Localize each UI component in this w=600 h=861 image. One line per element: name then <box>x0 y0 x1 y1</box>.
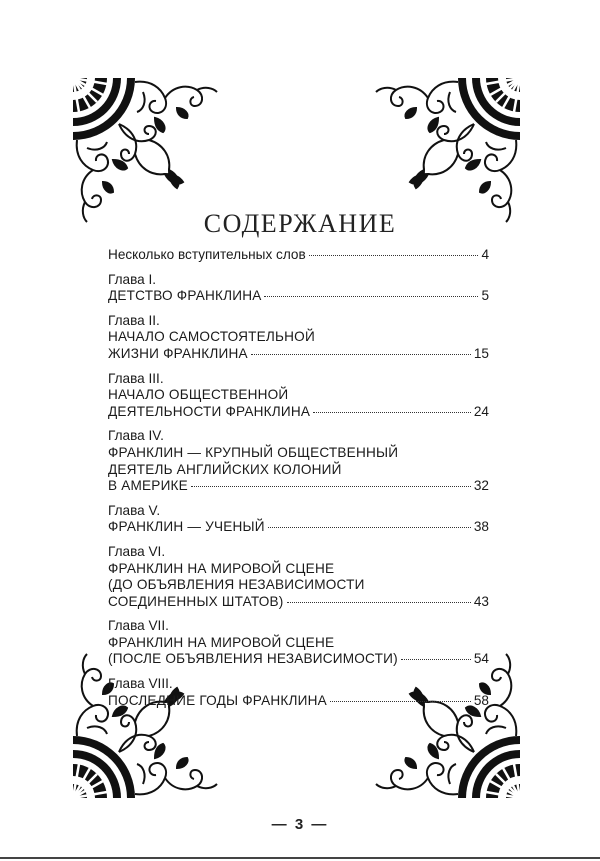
table-of-contents <box>108 247 489 717</box>
leader-dots <box>268 527 471 528</box>
toc-page-number: 5 <box>481 288 489 304</box>
toc-page-number: 38 <box>473 519 489 535</box>
toc-entry[interactable] <box>108 313 489 363</box>
toc-entry[interactable] <box>108 676 489 709</box>
toc-entry-title: Несколько вступительных слов <box>108 247 306 262</box>
toc-entry-title: В АМЕРИКЕ <box>108 478 188 494</box>
toc-entry[interactable] <box>108 618 489 668</box>
toc-entry[interactable] <box>108 371 489 421</box>
toc-entry[interactable] <box>108 544 489 610</box>
toc-entry-title-line: (ДО ОБЪЯВЛЕНИЯ НЕЗАВИСИМОСТИ <box>108 577 365 593</box>
corner-ornament-icon <box>375 78 520 223</box>
chapter-label: Глава VIII. <box>108 676 173 692</box>
toc-entry-title: ДЕТСТВО ФРАНКЛИНА <box>108 288 262 304</box>
bottom-rule <box>0 857 600 859</box>
leader-dots <box>313 412 471 413</box>
toc-entry-title-line: ДЕЯТЕЛЬ АНГЛИЙСКИХ КОЛОНИЙ <box>108 461 342 477</box>
toc-entry-title-line: НАЧАЛО ОБЩЕСТВЕННОЙ <box>108 387 289 403</box>
chapter-label: Глава II. <box>108 312 160 328</box>
toc-entry[interactable] <box>108 503 489 536</box>
toc-page-number: 24 <box>473 403 489 419</box>
chapter-label: Глава V. <box>108 502 161 518</box>
page-number: — 3 — <box>271 816 329 833</box>
leader-dots <box>330 701 471 702</box>
toc-entry-title-line: ФРАНКЛИН — КРУПНЫЙ ОБЩЕСТВЕННЫЙ <box>108 444 399 460</box>
leader-dots <box>401 659 471 660</box>
toc-page-number: 15 <box>473 345 489 361</box>
leader-dots <box>287 602 471 603</box>
toc-entry[interactable] <box>108 272 489 305</box>
toc-entry[interactable] <box>108 247 489 264</box>
toc-entry-title-line: ФРАНКЛИН НА МИРОВОЙ СЦЕНЕ <box>108 560 335 576</box>
corner-ornament-icon <box>73 78 218 223</box>
toc-entry-title-line: ФРАНКЛИН НА МИРОВОЙ СЦЕНЕ <box>108 634 335 650</box>
toc-entry-title: ЖИЗНИ ФРАНКЛИНА <box>108 345 248 361</box>
toc-entry-title: ДЕЯТЕЛЬНОСТИ ФРАНКЛИНА <box>108 403 311 419</box>
chapter-label: Глава III. <box>108 370 164 386</box>
toc-page-number: 58 <box>473 692 489 708</box>
toc-entry-title: ПОСЛЕДНИЕ ГОДЫ ФРАНКЛИНА <box>108 692 327 708</box>
toc-page-number: 4 <box>481 247 489 262</box>
chapter-label: Глава IV. <box>108 428 164 444</box>
toc-entry-title: СОЕДИНЕННЫХ ШТАТОВ) <box>108 593 284 609</box>
chapter-label: Глава I. <box>108 271 157 287</box>
toc-page-number: 54 <box>473 651 489 667</box>
chapter-label: Глава VII. <box>108 618 169 634</box>
leader-dots <box>251 354 471 355</box>
toc-page-number: 32 <box>473 478 489 494</box>
toc-entry-title: (ПОСЛЕ ОБЪЯВЛЕНИЯ НЕЗАВИСИМОСТИ) <box>108 651 398 667</box>
toc-entry-title: ФРАНКЛИН — УЧЕНЫЙ <box>108 519 265 535</box>
leader-dots <box>191 486 471 487</box>
chapter-label: Глава VI. <box>108 543 166 559</box>
toc-entry-title-line: НАЧАЛО САМОСТОЯТЕЛЬНОЙ <box>108 329 315 345</box>
leader-dots <box>264 296 478 297</box>
toc-entry[interactable] <box>108 428 489 494</box>
toc-page-number: 43 <box>473 593 489 609</box>
leader-dots <box>309 255 479 256</box>
page-title: СОДЕРЖАНИЕ <box>203 209 397 238</box>
